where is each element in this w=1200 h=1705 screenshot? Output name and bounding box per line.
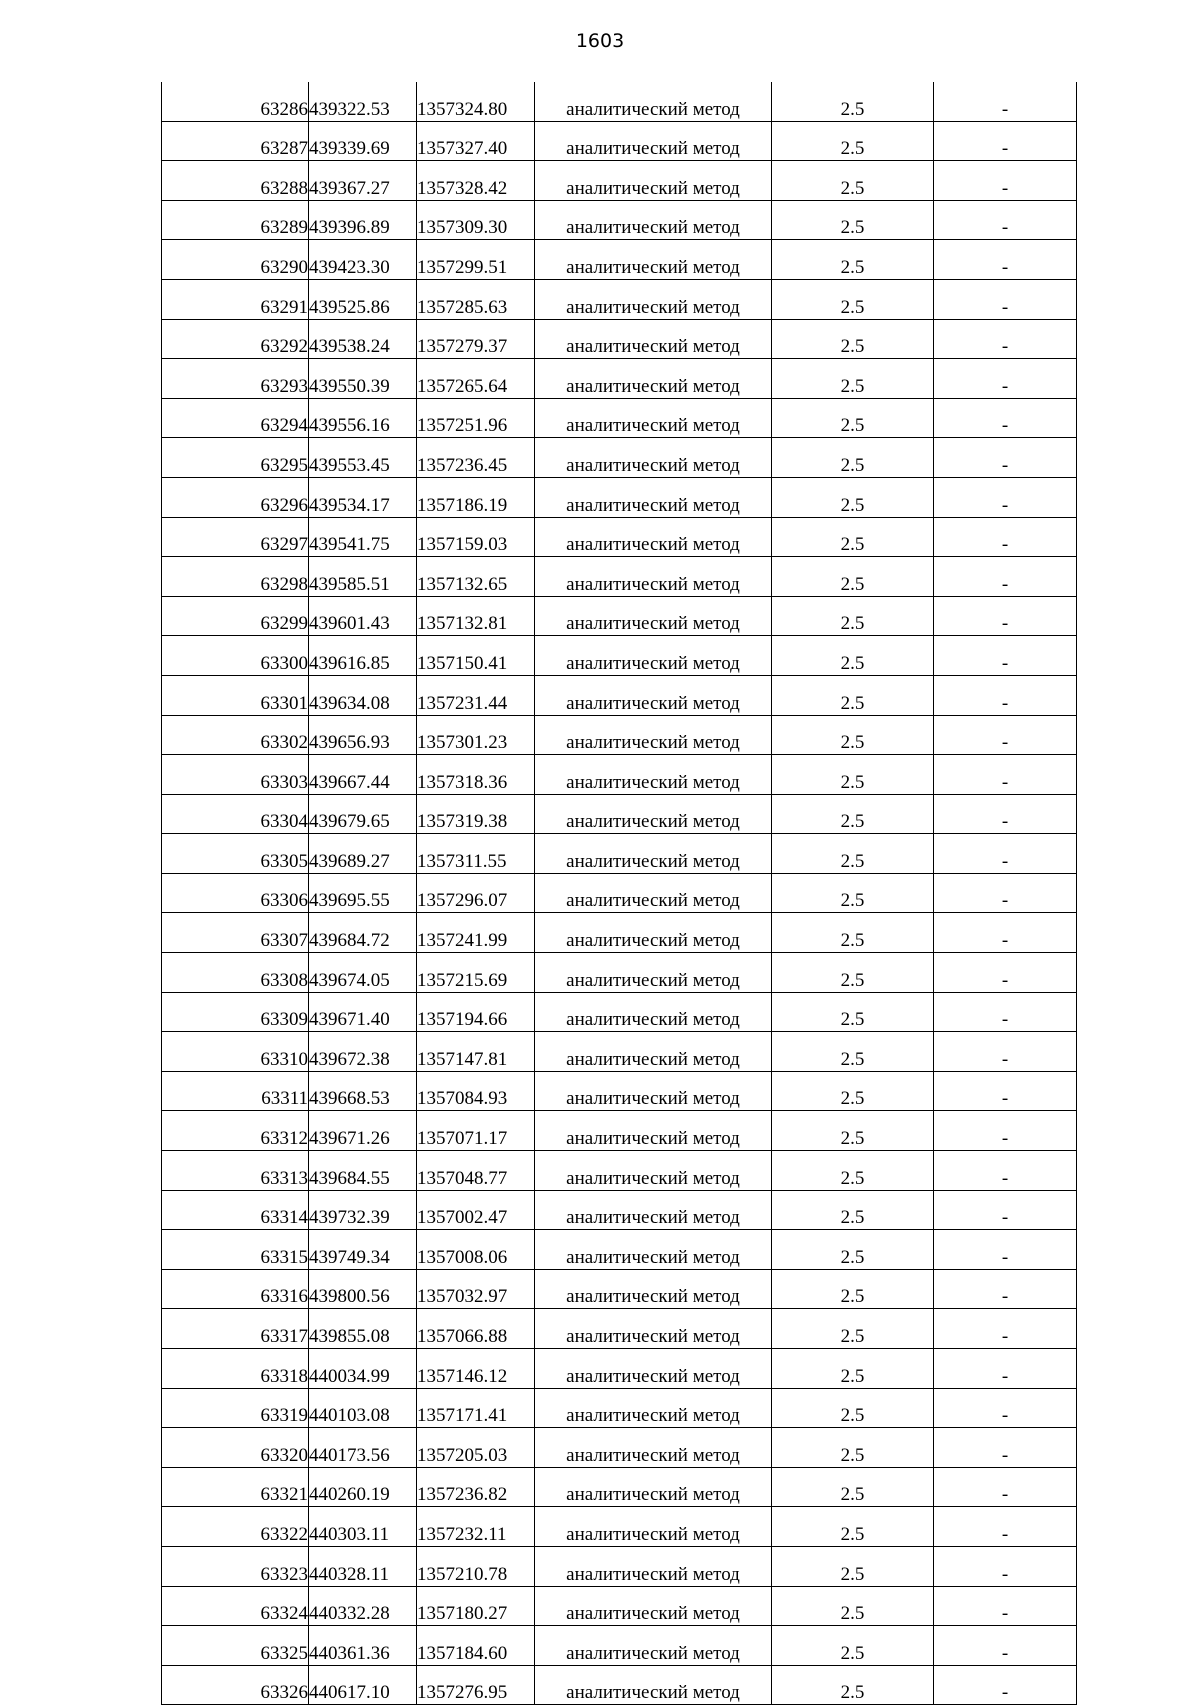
y-coordinate-cell: 1357066.88 [417, 1309, 535, 1349]
method-cell: аналитический метод [535, 1467, 772, 1507]
note-cell: - [934, 557, 1077, 597]
x-coordinate-cell: 439396.89 [309, 200, 417, 240]
accuracy-cell: 2.5 [772, 1349, 934, 1389]
method-cell: аналитический метод [535, 675, 772, 715]
accuracy-cell: 2.5 [772, 1626, 934, 1666]
x-coordinate-cell: 439601.43 [309, 596, 417, 636]
y-coordinate-cell: 1357299.51 [417, 240, 535, 280]
x-coordinate-cell: 439695.55 [309, 873, 417, 913]
y-coordinate-cell: 1357171.41 [417, 1388, 535, 1428]
point-number-cell: 63286 [162, 82, 309, 121]
accuracy-cell: 2.5 [772, 359, 934, 399]
note-cell: - [934, 636, 1077, 676]
x-coordinate-cell: 440260.19 [309, 1467, 417, 1507]
note-cell: - [934, 953, 1077, 993]
y-coordinate-cell: 1357186.19 [417, 477, 535, 517]
method-cell: аналитический метод [535, 1269, 772, 1309]
method-cell: аналитический метод [535, 636, 772, 676]
x-coordinate-cell: 439367.27 [309, 161, 417, 201]
accuracy-cell: 2.5 [772, 161, 934, 201]
method-cell: аналитический метод [535, 1546, 772, 1586]
accuracy-cell: 2.5 [772, 398, 934, 438]
table-row [162, 636, 1077, 676]
note-cell: - [934, 200, 1077, 240]
table-row [162, 1230, 1077, 1270]
x-coordinate-cell: 439616.85 [309, 636, 417, 676]
x-coordinate-cell: 439556.16 [309, 398, 417, 438]
point-number-cell: 63316 [162, 1269, 309, 1309]
note-cell: - [934, 913, 1077, 953]
note-cell: - [934, 715, 1077, 755]
x-coordinate-cell: 439671.40 [309, 992, 417, 1032]
y-coordinate-cell: 1357184.60 [417, 1626, 535, 1666]
table-row [162, 794, 1077, 834]
point-number-cell: 63304 [162, 794, 309, 834]
note-cell: - [934, 1151, 1077, 1191]
point-number-cell: 63290 [162, 240, 309, 280]
method-cell: аналитический метод [535, 1032, 772, 1072]
note-cell: - [934, 438, 1077, 478]
note-cell: - [934, 1586, 1077, 1626]
y-coordinate-cell: 1357194.66 [417, 992, 535, 1032]
y-coordinate-cell: 1357327.40 [417, 121, 535, 161]
method-cell: аналитический метод [535, 1151, 772, 1191]
y-coordinate-cell: 1357002.47 [417, 1190, 535, 1230]
point-number-cell: 63300 [162, 636, 309, 676]
x-coordinate-cell: 439684.55 [309, 1151, 417, 1191]
method-cell: аналитический метод [535, 953, 772, 993]
point-number-cell: 63312 [162, 1111, 309, 1151]
point-number-cell: 63289 [162, 200, 309, 240]
accuracy-cell: 2.5 [772, 1190, 934, 1230]
accuracy-cell: 2.5 [772, 1309, 934, 1349]
y-coordinate-cell: 1357205.03 [417, 1428, 535, 1468]
table-row [162, 319, 1077, 359]
point-number-cell: 63295 [162, 438, 309, 478]
x-coordinate-cell: 440103.08 [309, 1388, 417, 1428]
note-cell: - [934, 517, 1077, 557]
accuracy-cell: 2.5 [772, 1111, 934, 1151]
note-cell: - [934, 1190, 1077, 1230]
method-cell: аналитический метод [535, 1230, 772, 1270]
note-cell: - [934, 1309, 1077, 1349]
y-coordinate-cell: 1357276.95 [417, 1665, 535, 1705]
note-cell: - [934, 755, 1077, 795]
x-coordinate-cell: 439656.93 [309, 715, 417, 755]
accuracy-cell: 2.5 [772, 200, 934, 240]
accuracy-cell: 2.5 [772, 319, 934, 359]
point-number-cell: 63319 [162, 1388, 309, 1428]
table-row [162, 992, 1077, 1032]
note-cell: - [934, 240, 1077, 280]
method-cell: аналитический метод [535, 1111, 772, 1151]
x-coordinate-cell: 440034.99 [309, 1349, 417, 1389]
method-cell: аналитический метод [535, 557, 772, 597]
point-number-cell: 63317 [162, 1309, 309, 1349]
table-row [162, 755, 1077, 795]
point-number-cell: 63287 [162, 121, 309, 161]
x-coordinate-cell: 440332.28 [309, 1586, 417, 1626]
method-cell: аналитический метод [535, 477, 772, 517]
table-row [162, 1349, 1077, 1389]
point-number-cell: 63301 [162, 675, 309, 715]
page-number: 1603 [575, 30, 625, 52]
table-row [162, 1467, 1077, 1507]
y-coordinate-cell: 1357328.42 [417, 161, 535, 201]
method-cell: аналитический метод [535, 121, 772, 161]
x-coordinate-cell: 439679.65 [309, 794, 417, 834]
y-coordinate-cell: 1357132.81 [417, 596, 535, 636]
note-cell: - [934, 1507, 1077, 1547]
y-coordinate-cell: 1357159.03 [417, 517, 535, 557]
accuracy-cell: 2.5 [772, 794, 934, 834]
method-cell: аналитический метод [535, 1665, 772, 1705]
method-cell: аналитический метод [535, 1626, 772, 1666]
accuracy-cell: 2.5 [772, 1467, 934, 1507]
method-cell: аналитический метод [535, 715, 772, 755]
note-cell: - [934, 873, 1077, 913]
note-cell: - [934, 1665, 1077, 1705]
y-coordinate-cell: 1357301.23 [417, 715, 535, 755]
table-row [162, 596, 1077, 636]
x-coordinate-cell: 439855.08 [309, 1309, 417, 1349]
point-number-cell: 63313 [162, 1151, 309, 1191]
note-cell: - [934, 675, 1077, 715]
accuracy-cell: 2.5 [772, 992, 934, 1032]
x-coordinate-cell: 440303.11 [309, 1507, 417, 1547]
x-coordinate-cell: 439671.26 [309, 1111, 417, 1151]
x-coordinate-cell: 439525.86 [309, 279, 417, 319]
table-row [162, 477, 1077, 517]
accuracy-cell: 2.5 [772, 834, 934, 874]
note-cell: - [934, 834, 1077, 874]
point-number-cell: 63310 [162, 1032, 309, 1072]
table-row [162, 82, 1077, 121]
note-cell: - [934, 1388, 1077, 1428]
x-coordinate-cell: 439689.27 [309, 834, 417, 874]
y-coordinate-cell: 1357319.38 [417, 794, 535, 834]
accuracy-cell: 2.5 [772, 1151, 934, 1191]
note-cell: - [934, 359, 1077, 399]
accuracy-cell: 2.5 [772, 675, 934, 715]
x-coordinate-cell: 439553.45 [309, 438, 417, 478]
y-coordinate-cell: 1357048.77 [417, 1151, 535, 1191]
point-number-cell: 63302 [162, 715, 309, 755]
accuracy-cell: 2.5 [772, 1071, 934, 1111]
point-number-cell: 63305 [162, 834, 309, 874]
table-row [162, 1428, 1077, 1468]
accuracy-cell: 2.5 [772, 1665, 934, 1705]
method-cell: аналитический метод [535, 240, 772, 280]
accuracy-cell: 2.5 [772, 873, 934, 913]
y-coordinate-cell: 1357265.64 [417, 359, 535, 399]
table-row [162, 675, 1077, 715]
method-cell: аналитический метод [535, 200, 772, 240]
method-cell: аналитический метод [535, 794, 772, 834]
point-number-cell: 63296 [162, 477, 309, 517]
note-cell: - [934, 279, 1077, 319]
point-number-cell: 63322 [162, 1507, 309, 1547]
table-row [162, 1586, 1077, 1626]
table-row [162, 1507, 1077, 1547]
x-coordinate-cell: 439674.05 [309, 953, 417, 993]
point-number-cell: 63325 [162, 1626, 309, 1666]
table-row [162, 557, 1077, 597]
y-coordinate-cell: 1357311.55 [417, 834, 535, 874]
method-cell: аналитический метод [535, 1349, 772, 1389]
y-coordinate-cell: 1357180.27 [417, 1586, 535, 1626]
note-cell: - [934, 596, 1077, 636]
point-number-cell: 63326 [162, 1665, 309, 1705]
point-number-cell: 63308 [162, 953, 309, 993]
x-coordinate-cell: 439668.53 [309, 1071, 417, 1111]
accuracy-cell: 2.5 [772, 913, 934, 953]
y-coordinate-cell: 1357236.45 [417, 438, 535, 478]
method-cell: аналитический метод [535, 438, 772, 478]
note-cell: - [934, 1032, 1077, 1072]
table-row [162, 715, 1077, 755]
point-number-cell: 63321 [162, 1467, 309, 1507]
x-coordinate-cell: 440361.36 [309, 1626, 417, 1666]
method-cell: аналитический метод [535, 913, 772, 953]
coordinates-table [161, 82, 1077, 1705]
table-row [162, 398, 1077, 438]
note-cell: - [934, 1269, 1077, 1309]
note-cell: - [934, 1467, 1077, 1507]
point-number-cell: 63294 [162, 398, 309, 438]
accuracy-cell: 2.5 [772, 82, 934, 121]
point-number-cell: 63320 [162, 1428, 309, 1468]
note-cell: - [934, 1071, 1077, 1111]
method-cell: аналитический метод [535, 398, 772, 438]
y-coordinate-cell: 1357241.99 [417, 913, 535, 953]
method-cell: аналитический метод [535, 834, 772, 874]
point-number-cell: 63311 [162, 1071, 309, 1111]
y-coordinate-cell: 1357251.96 [417, 398, 535, 438]
note-cell: - [934, 1428, 1077, 1468]
table-row [162, 1151, 1077, 1191]
point-number-cell: 63318 [162, 1349, 309, 1389]
y-coordinate-cell: 1357210.78 [417, 1546, 535, 1586]
point-number-cell: 63298 [162, 557, 309, 597]
accuracy-cell: 2.5 [772, 596, 934, 636]
method-cell: аналитический метод [535, 82, 772, 121]
note-cell: - [934, 477, 1077, 517]
point-number-cell: 63303 [162, 755, 309, 795]
y-coordinate-cell: 1357215.69 [417, 953, 535, 993]
y-coordinate-cell: 1357132.65 [417, 557, 535, 597]
point-number-cell: 63323 [162, 1546, 309, 1586]
note-cell: - [934, 1111, 1077, 1151]
table-row [162, 121, 1077, 161]
accuracy-cell: 2.5 [772, 636, 934, 676]
point-number-cell: 63292 [162, 319, 309, 359]
y-coordinate-cell: 1357071.17 [417, 1111, 535, 1151]
method-cell: аналитический метод [535, 596, 772, 636]
y-coordinate-cell: 1357296.07 [417, 873, 535, 913]
accuracy-cell: 2.5 [772, 1428, 934, 1468]
table-row [162, 279, 1077, 319]
method-cell: аналитический метод [535, 755, 772, 795]
method-cell: аналитический метод [535, 1586, 772, 1626]
note-cell: - [934, 1230, 1077, 1270]
accuracy-cell: 2.5 [772, 121, 934, 161]
y-coordinate-cell: 1357318.36 [417, 755, 535, 795]
y-coordinate-cell: 1357084.93 [417, 1071, 535, 1111]
note-cell: - [934, 319, 1077, 359]
table-row [162, 1309, 1077, 1349]
table-body [162, 82, 1077, 1705]
accuracy-cell: 2.5 [772, 1586, 934, 1626]
x-coordinate-cell: 439634.08 [309, 675, 417, 715]
table-row [162, 1190, 1077, 1230]
method-cell: аналитический метод [535, 992, 772, 1032]
x-coordinate-cell: 439667.44 [309, 755, 417, 795]
method-cell: аналитический метод [535, 1428, 772, 1468]
method-cell: аналитический метод [535, 161, 772, 201]
x-coordinate-cell: 440328.11 [309, 1546, 417, 1586]
y-coordinate-cell: 1357232.11 [417, 1507, 535, 1547]
accuracy-cell: 2.5 [772, 517, 934, 557]
y-coordinate-cell: 1357236.82 [417, 1467, 535, 1507]
accuracy-cell: 2.5 [772, 755, 934, 795]
accuracy-cell: 2.5 [772, 1546, 934, 1586]
point-number-cell: 63307 [162, 913, 309, 953]
note-cell: - [934, 1349, 1077, 1389]
y-coordinate-cell: 1357285.63 [417, 279, 535, 319]
x-coordinate-cell: 439585.51 [309, 557, 417, 597]
y-coordinate-cell: 1357147.81 [417, 1032, 535, 1072]
accuracy-cell: 2.5 [772, 438, 934, 478]
table-row [162, 161, 1077, 201]
x-coordinate-cell: 439423.30 [309, 240, 417, 280]
y-coordinate-cell: 1357279.37 [417, 319, 535, 359]
accuracy-cell: 2.5 [772, 1269, 934, 1309]
point-number-cell: 63314 [162, 1190, 309, 1230]
note-cell: - [934, 794, 1077, 834]
table-row [162, 200, 1077, 240]
table-row [162, 1665, 1077, 1705]
point-number-cell: 63293 [162, 359, 309, 399]
accuracy-cell: 2.5 [772, 953, 934, 993]
accuracy-cell: 2.5 [772, 240, 934, 280]
table-row [162, 517, 1077, 557]
note-cell: - [934, 1546, 1077, 1586]
table-row [162, 359, 1077, 399]
y-coordinate-cell: 1357309.30 [417, 200, 535, 240]
table-row [162, 438, 1077, 478]
x-coordinate-cell: 439800.56 [309, 1269, 417, 1309]
x-coordinate-cell: 439550.39 [309, 359, 417, 399]
table-row [162, 1032, 1077, 1072]
point-number-cell: 63306 [162, 873, 309, 913]
x-coordinate-cell: 439541.75 [309, 517, 417, 557]
table-row [162, 953, 1077, 993]
point-number-cell: 63324 [162, 1586, 309, 1626]
x-coordinate-cell: 439672.38 [309, 1032, 417, 1072]
table-row [162, 1626, 1077, 1666]
method-cell: аналитический метод [535, 1190, 772, 1230]
note-cell: - [934, 121, 1077, 161]
method-cell: аналитический метод [535, 319, 772, 359]
y-coordinate-cell: 1357231.44 [417, 675, 535, 715]
note-cell: - [934, 82, 1077, 121]
y-coordinate-cell: 1357324.80 [417, 82, 535, 121]
accuracy-cell: 2.5 [772, 279, 934, 319]
table-row [162, 913, 1077, 953]
y-coordinate-cell: 1357146.12 [417, 1349, 535, 1389]
table-row [162, 1546, 1077, 1586]
note-cell: - [934, 992, 1077, 1032]
method-cell: аналитический метод [535, 1309, 772, 1349]
accuracy-cell: 2.5 [772, 1507, 934, 1547]
method-cell: аналитический метод [535, 1071, 772, 1111]
method-cell: аналитический метод [535, 517, 772, 557]
point-number-cell: 63315 [162, 1230, 309, 1270]
method-cell: аналитический метод [535, 279, 772, 319]
accuracy-cell: 2.5 [772, 1388, 934, 1428]
note-cell: - [934, 161, 1077, 201]
x-coordinate-cell: 439749.34 [309, 1230, 417, 1270]
accuracy-cell: 2.5 [772, 557, 934, 597]
table-row [162, 834, 1077, 874]
y-coordinate-cell: 1357150.41 [417, 636, 535, 676]
x-coordinate-cell: 440173.56 [309, 1428, 417, 1468]
accuracy-cell: 2.5 [772, 715, 934, 755]
table-row [162, 1071, 1077, 1111]
table-row [162, 240, 1077, 280]
x-coordinate-cell: 439538.24 [309, 319, 417, 359]
point-number-cell: 63288 [162, 161, 309, 201]
point-number-cell: 63291 [162, 279, 309, 319]
method-cell: аналитический метод [535, 1388, 772, 1428]
y-coordinate-cell: 1357032.97 [417, 1269, 535, 1309]
table-row [162, 1388, 1077, 1428]
method-cell: аналитический метод [535, 873, 772, 913]
x-coordinate-cell: 439732.39 [309, 1190, 417, 1230]
point-number-cell: 63309 [162, 992, 309, 1032]
accuracy-cell: 2.5 [772, 1032, 934, 1072]
x-coordinate-cell: 439534.17 [309, 477, 417, 517]
note-cell: - [934, 1626, 1077, 1666]
method-cell: аналитический метод [535, 1507, 772, 1547]
table-row [162, 873, 1077, 913]
x-coordinate-cell: 439339.69 [309, 121, 417, 161]
y-coordinate-cell: 1357008.06 [417, 1230, 535, 1270]
x-coordinate-cell: 439684.72 [309, 913, 417, 953]
note-cell: - [934, 398, 1077, 438]
point-number-cell: 63299 [162, 596, 309, 636]
accuracy-cell: 2.5 [772, 477, 934, 517]
table-row [162, 1269, 1077, 1309]
x-coordinate-cell: 439322.53 [309, 82, 417, 121]
table-row [162, 1111, 1077, 1151]
x-coordinate-cell: 440617.10 [309, 1665, 417, 1705]
point-number-cell: 63297 [162, 517, 309, 557]
accuracy-cell: 2.5 [772, 1230, 934, 1270]
method-cell: аналитический метод [535, 359, 772, 399]
